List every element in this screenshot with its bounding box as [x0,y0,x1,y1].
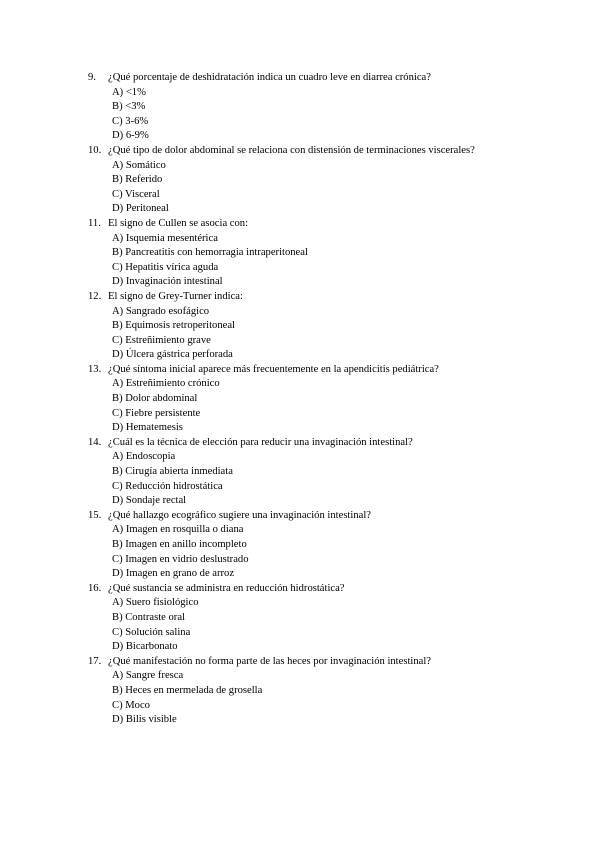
answer-option: A) Somático [112,159,166,171]
answer-option: B) Pancreatitis con hemorragia intraperitoneal [112,247,308,259]
answer-option: C) Estreñimiento grave [112,334,211,346]
answer-option: A) Suero fisiológico [112,597,199,609]
answer-option: B) Imagen en anillo incompleto [112,539,247,550]
question-text: ¿Qué manifestación no forma parte de las heces por invaginación intestinal? [108,655,431,667]
answer-options [88,159,588,217]
question-line [88,436,588,451]
question-number: 15. [88,509,102,521]
answer-option: A) Isquemia mesentérica [112,232,218,244]
answer-options [88,86,588,144]
question-number: 17. [88,655,102,667]
answer-option: B) Referido [112,174,163,186]
question-text: ¿Qué hallazgo ecográfico sugiere una invaginación intestinal? [108,509,371,521]
question-text: ¿Qué tipo de dolor abdominal se relaciona con distensión de terminaciones viscerales? [108,144,475,156]
answer-option: D) Sondaje rectal [112,495,187,507]
question-text: ¿Qué sustancia se administra en reducción hidrostática? [108,582,345,594]
question-item [88,71,588,144]
answer-option: C) Hepatitis vírica aguda [112,261,219,273]
question-number: 13. [88,363,102,375]
question-line [88,71,588,86]
answer-options [88,305,588,363]
question-text: ¿Cuál es la técnica de elección para reducir una invaginación intestinal? [108,436,413,448]
question-item [88,144,588,217]
answer-option: D) Hematemesis [112,422,183,434]
answer-option: B) Contraste oral [112,611,185,623]
question-list [88,71,588,728]
answer-option: B) Equimosis retroperitoneal [112,320,235,332]
answer-option: C) Imagen en vidrio deslustrado [112,553,249,565]
question-text: El signo de Cullen se asocia con: [108,217,249,229]
answer-options [88,450,588,508]
answer-option: C) Reducción hidrostática [112,480,223,492]
question-number: 12. [88,290,102,302]
question-text: ¿Qué porcentaje de deshidratación indica un cuadro leve en diarrea crónica? [108,72,431,83]
question-item [88,217,588,290]
answer-option: B) Dolor abdominal [112,393,198,405]
answer-option: D) Bilis visible [112,714,177,726]
answer-option: B) Heces en mermelada de grosella [112,684,263,696]
question-item [88,582,588,655]
answer-option: D) 6-9% [112,130,149,142]
answer-option: A) Endoscopia [112,451,176,463]
question-item [88,363,588,436]
question-item [88,655,588,728]
question-line [88,144,588,159]
question-item [88,436,588,509]
answer-option: B) <3% [112,101,146,113]
answer-option: D) Bicarbonato [112,641,178,653]
answer-options [88,596,588,654]
answer-options [88,377,588,435]
answer-option: C) Fiebre persistente [112,407,201,419]
question-line [88,290,588,305]
answer-option: D) Imagen en grano de arroz [112,568,235,580]
question-number: 9. [88,72,96,83]
answer-option: A) Sangre fresca [112,670,184,682]
answer-options [88,232,588,290]
question-line [88,655,588,670]
answer-options [88,669,588,727]
question-item [88,509,588,582]
question-text: El signo de Grey-Turner indica: [108,290,243,302]
question-number: 11. [88,217,101,229]
question-text: ¿Qué síntoma inicial aparece más frecuentemente en la apendicitis pediátrica? [108,363,439,375]
question-number: 14. [88,436,102,448]
answer-option: C) Visceral [112,188,160,200]
answer-option: B) Cirugía abierta inmediata [112,466,233,478]
answer-option: A) Sangrado esofágico [112,305,210,317]
answer-option: A) Imagen en rosquilla o diana [112,524,244,536]
answer-option: C) 3-6% [112,115,149,127]
question-line [88,363,588,378]
answer-options [88,523,588,581]
answer-option: D) Invaginación intestinal [112,276,223,288]
question-number: 16. [88,582,102,594]
answer-option: A) <1% [112,86,146,98]
answer-option: D) Úlcera gástrica perforada [112,349,233,361]
answer-option: C) Moco [112,699,150,711]
question-line [88,509,588,524]
answer-option: A) Estreñimiento crónico [112,378,220,390]
question-line [88,217,588,232]
answer-option: D) Peritoneal [112,203,169,215]
question-number: 10. [88,144,102,156]
question-item [88,290,588,363]
question-line [88,582,588,597]
answer-option: C) Solución salina [112,626,191,638]
